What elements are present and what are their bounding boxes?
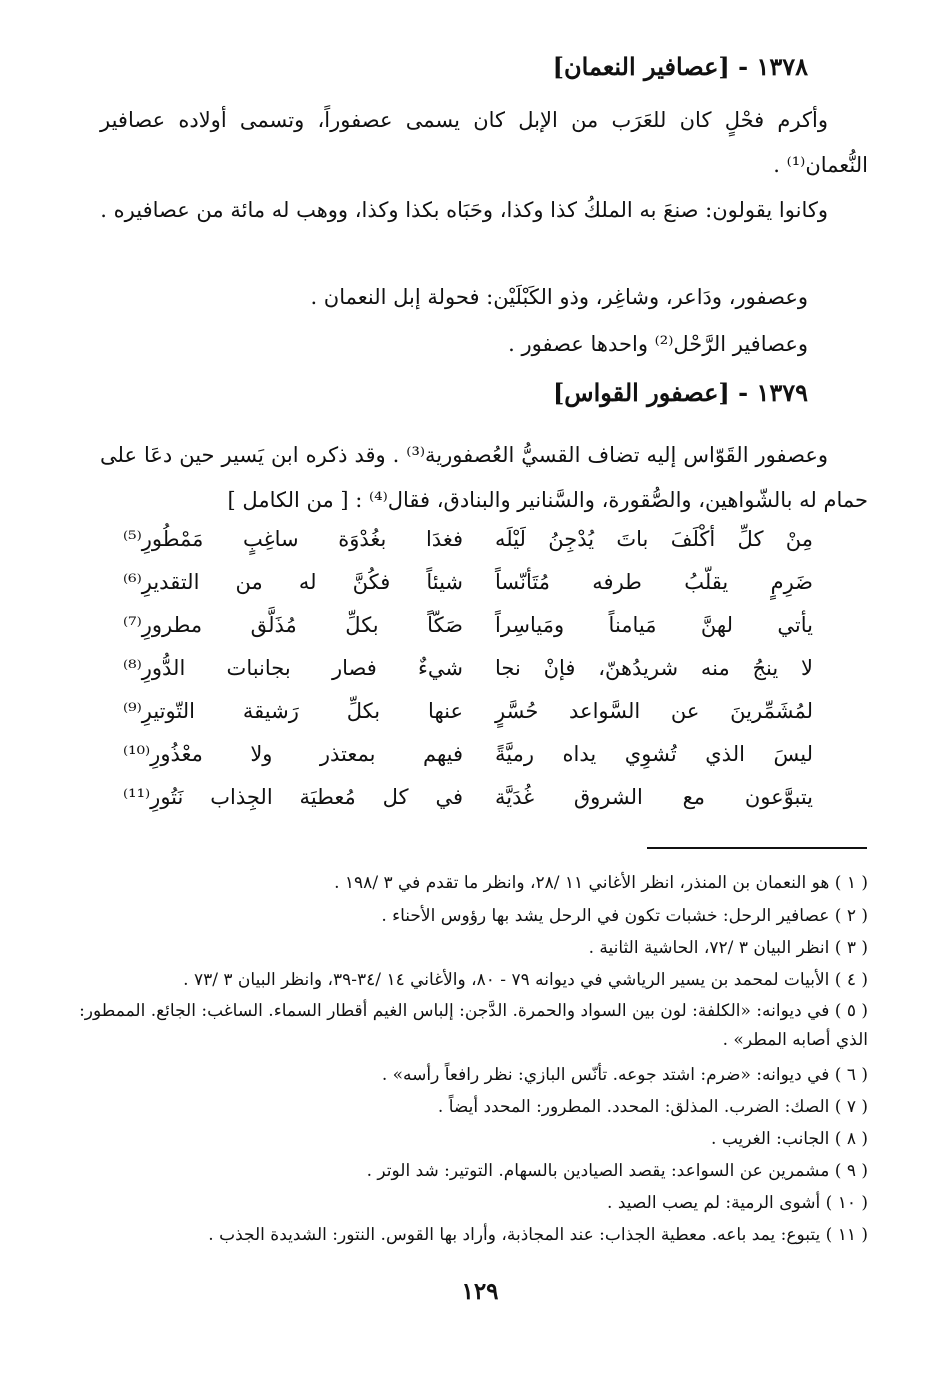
footnote: ( ٢ ) عصافير الرحل: خشبات تكون في الرحل يشد بها رؤوس الأحناء . — [381, 906, 868, 926]
verse-line — [123, 699, 813, 741]
footnote: ( ٥ ) في ديوانه: «الكلفة: لون بين السواد والحمرة. الدَّجن: إلباس الغيم أقطار السماء. الساغب: الجائع. الممطور: الذي أصابه المطر» . — [79, 1001, 868, 1050]
paragraph: وأكرم فحْلٍ كان للعَرَب من الإبل كان يسمى عصفوراً، وتسمى أولاده عصافير النُّعمان⁽¹⁾ . — [100, 108, 868, 177]
section-heading-1379: ١٣٧٩ - [عصفور القواس] — [552, 378, 808, 407]
verse-line — [123, 785, 813, 827]
verse-line — [123, 570, 813, 612]
verse-first-hemistich: ضَرِمٍ يقلّبُ طرفه مُتَأنّساً — [495, 570, 813, 594]
verse-line — [123, 742, 813, 784]
verse-second-hemistich: شيئاً فكُنَّ له من التقديرِ⁽⁶⁾ — [123, 570, 463, 594]
verse-first-hemistich: لا ينجُ منه شريدُهنّ، فإنْ نجا — [495, 656, 813, 680]
verse-line — [123, 613, 813, 655]
verse-second-hemistich: في كل مُعطيَة الجِذاب نَتُورِ⁽¹¹⁾ — [123, 785, 463, 809]
footnote: ( ١١ ) يتبوع: يمد باعه. معطية الجذاب: عند المجاذبة، وأراد بها القوس. النتور: الشديدة الجذب . — [208, 1225, 868, 1245]
paragraph: وكانوا يقولون: صنعَ به الملكُ كذا وكذا، وحَبَاه بكذا وكذا، ووهب له مائة من عصافيره . — [100, 198, 828, 222]
footnote-divider — [647, 847, 867, 849]
footnote: ( ١ ) هو النعمان بن المنذر، انظر الأغاني ١١ /٢٨، وانظر ما تقدم في ٣ /١٩٨ . — [334, 873, 868, 893]
verse-line — [123, 656, 813, 698]
verse-first-hemistich: لمُشَمِّرينَ عن السَّواعد حُسَّرٍ — [495, 699, 813, 723]
paragraph: وعصفور القَوّاس إليه تضاف القسيُّ العُصفورية⁽³⁾ . وقد ذكره ابن يَسير حين دعَا على حمام له بالشّواهين، والصُّقورة، والسَّنانير والبنادق، فقال⁽⁴⁾ : [ من الكامل ] — [100, 443, 868, 512]
footnote: ( ١٠ ) أشوى الرمية: لم يصب الصيد . — [607, 1193, 868, 1213]
verse-second-hemistich: فيهم بمعتذر ولا معْذُورِ⁽¹⁰⁾ — [123, 742, 463, 766]
page-number: ١٢٩ — [461, 1278, 499, 1305]
footnote: ( ٧ ) الصك: الضرب. المذلق: المحدد. المطرور: المحدد أيضاً . — [437, 1097, 868, 1117]
verse-second-hemistich: شيءٌ فصار بجانبات الدُّورِ⁽⁸⁾ — [123, 656, 463, 680]
footnote: ( ٦ ) في ديوانه: «ضرم: اشتد جوعه. تأنّس البازي: نظر رافعاً رأسه» . — [381, 1065, 868, 1085]
footnote: ( ٤ ) الأبيات لمحمد بن يسير الرياشي في ديوانه ٧٩ - ٨٠، والأغاني ١٤ /٣٤-٣٩، وانظر البيان ٣ /٧٣ . — [183, 970, 868, 990]
verse-second-hemistich: صَكّاً بكلِّ مُذَلَّق مطرورِ⁽⁷⁾ — [123, 613, 463, 637]
section-heading-1378: ١٣٧٨ - [عصافير النعمان] — [552, 52, 808, 81]
verse-first-hemistich: ليسَ الذي تُشوِي يداه رميَّةً — [495, 742, 813, 766]
verse-first-hemistich: مِنْ كلِّ أكْلَفَ باتَ يُدْجِنُ لَيْلَه — [495, 527, 813, 551]
footnote: ( ٩ ) مشمرين عن السواعد: يقصد الصيادين بالسهام. التوتير: شد الوتر . — [366, 1161, 868, 1181]
paragraph: وعصافير الرَّحْل⁽²⁾ واحدها عصفور . — [508, 332, 808, 356]
verse-second-hemistich: فغدَا بغُدْوَة ساغِبٍ مَمْطُورِ⁽⁵⁾ — [123, 527, 463, 551]
verse-second-hemistich: عنها بكلِّ رَشيقة التّوتيرِ⁽⁹⁾ — [123, 699, 463, 723]
verse-first-hemistich: يأتي لهنَّ مَيامناً ومَياسِراً — [495, 613, 813, 637]
paragraph: وعصفور، ودَاعر، وشاغِر، وذو الكَبْلَيْن: فحولة إبل النعمان . — [310, 285, 808, 309]
footnote: ( ٨ ) الجانب: الغريب . — [711, 1129, 868, 1149]
verse-first-hemistich: يتبوَّعون مع الشروق غُدَيَّة — [495, 785, 813, 809]
footnote: ( ٣ ) انظر البيان ٣ /٧٢، الحاشية الثانية . — [588, 938, 868, 958]
verse-line — [123, 527, 813, 569]
